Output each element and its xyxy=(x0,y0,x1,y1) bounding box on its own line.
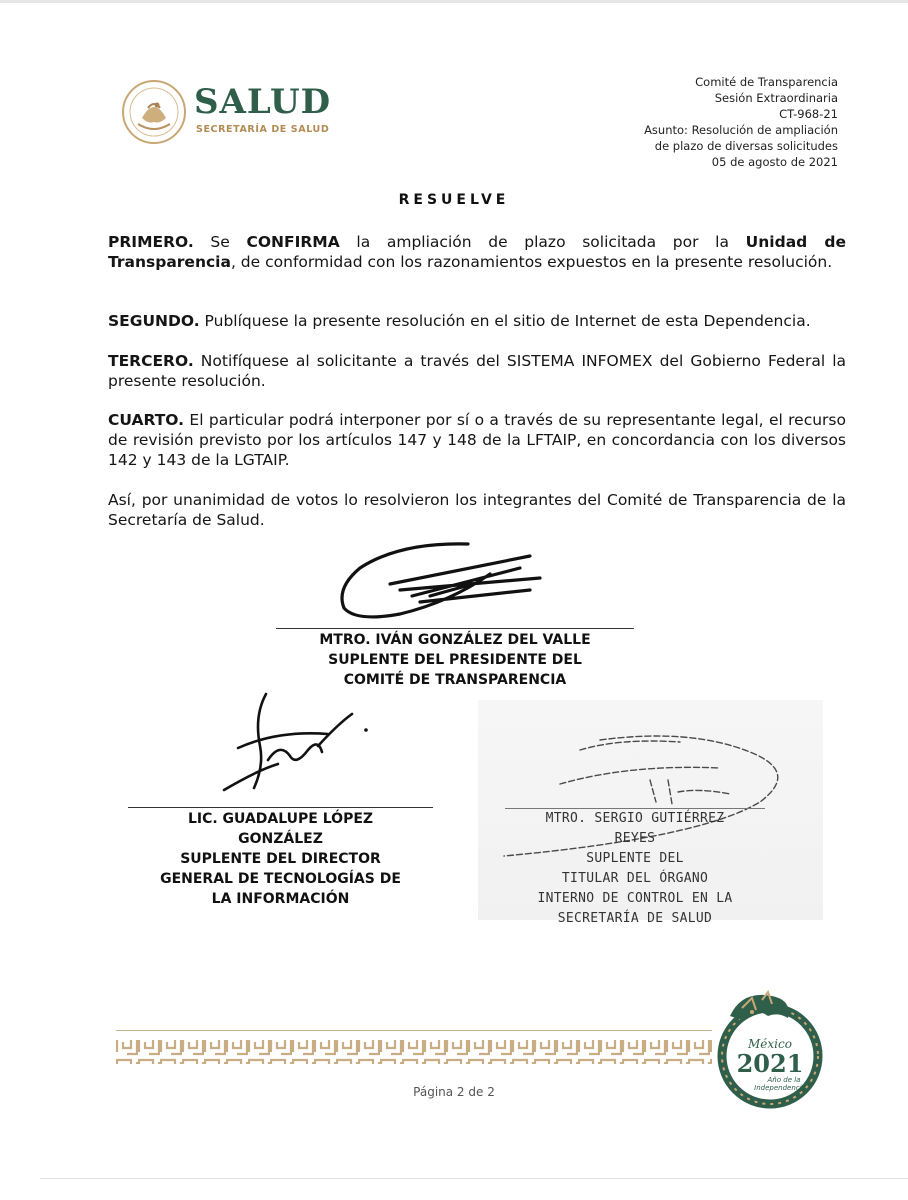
emblem-caption-2: Independencia xyxy=(754,1084,806,1092)
director-role-2: GENERAL DE TECNOLOGÍAS DE xyxy=(160,871,401,887)
mexico-2021-emblem-icon xyxy=(712,986,824,1114)
session-type: Sesión Extraordinaria xyxy=(714,91,838,105)
top-edge xyxy=(0,0,908,3)
paragraph-cuarto xyxy=(108,410,846,470)
paragraph-primero xyxy=(108,232,846,272)
page-number: Página 2 de 2 xyxy=(413,1085,495,1099)
committee-name: Comité de Transparencia xyxy=(695,75,838,89)
tercero-label: TERCERO. xyxy=(108,352,194,370)
cuarto-text: El particular podrá interponer por sí o a través de su representante legal, el recurso de revisión previsto por los artículos 147 y 148 de la LFTAIP, en concordancia con los diversos 142 y 143 de la LGTAIP. xyxy=(108,411,846,469)
director-name-1: LIC. GUADALUPE LÓPEZ xyxy=(187,811,374,827)
primero-text-1: Se xyxy=(193,233,247,251)
emblem-year: 2021 xyxy=(736,1049,804,1078)
organo-role-1: SUPLENTE DEL xyxy=(586,851,684,866)
primero-label: PRIMERO. xyxy=(108,233,194,251)
organo-role-2: TITULAR DEL ÓRGANO xyxy=(561,871,709,886)
paragraph-segundo xyxy=(108,311,846,331)
primero-unidad: Unidad de Transparencia xyxy=(108,233,847,271)
case-number: CT-968-21 xyxy=(779,107,838,121)
primero-text-3: , de conformidad con los razonamientos expuestos en la presente resolución. xyxy=(230,253,833,271)
emblem-caption-1: Año de la xyxy=(767,1076,801,1084)
organo-name-1: MTRO. SERGIO GUTIÉRREZ xyxy=(545,811,725,826)
segundo-label: SEGUNDO. xyxy=(108,312,200,330)
closing-paragraph: Así, por unanimidad de votos lo resolvieron los integrantes del Comité de Transparencia de la Secretaría de Salud. xyxy=(108,491,846,529)
segundo-text: Publíquese la presente resolución en el sitio de Internet de esta Dependencia. xyxy=(199,312,811,330)
president-role-1: SUPLENTE DEL PRESIDENTE DEL xyxy=(328,652,582,668)
director-role-1: SUPLENTE DEL DIRECTOR xyxy=(180,851,381,867)
greca-ornament-icon xyxy=(116,1032,712,1068)
logo-title: SALUD xyxy=(194,82,332,122)
organo-role-4: SECRETARÍA DE SALUD xyxy=(557,911,713,926)
signature-president xyxy=(330,538,560,626)
organo-name-2: REYES xyxy=(614,831,656,846)
primero-confirma: CONFIRMA xyxy=(246,233,340,251)
signature-line-director xyxy=(128,807,433,808)
signature-line-president xyxy=(276,628,634,629)
national-seal-icon xyxy=(120,78,188,146)
resuelve-heading: RESUELVE xyxy=(398,192,510,208)
director-name-2: GONZÁLEZ xyxy=(238,831,323,847)
president-name: MTRO. IVÁN GONZÁLEZ DEL VALLE xyxy=(319,632,591,648)
subject-line-2: de plazo de diversas solicitudes xyxy=(654,139,838,153)
cuarto-label: CUARTO. xyxy=(108,411,185,429)
subject-line-1: Asunto: Resolución de ampliación xyxy=(644,123,838,137)
signatory-director xyxy=(128,809,433,909)
signatory-organo xyxy=(500,809,770,929)
emblem-mexico-text: México xyxy=(748,1037,792,1051)
paragraph-tercero xyxy=(108,351,846,391)
primero-text-2: la ampliación de plazo solicitada por la xyxy=(339,233,746,251)
signature-director xyxy=(218,690,378,796)
president-role-2: COMITÉ DE TRANSPARENCIA xyxy=(343,672,567,688)
director-role-3: LA INFORMACIÓN xyxy=(211,891,350,907)
footer-divider xyxy=(116,1030,712,1031)
bottom-edge xyxy=(40,1178,908,1179)
salud-logo xyxy=(120,78,350,148)
organo-role-3: INTERNO DE CONTROL EN LA xyxy=(537,891,733,906)
signatory-president xyxy=(276,630,634,690)
logo-subtitle: SECRETARÍA DE SALUD xyxy=(196,124,330,135)
document-header-info xyxy=(518,74,838,170)
tercero-text: Notifíquese al solicitante a través del SISTEMA INFOMEX del Gobierno Federal la presente resolución. xyxy=(108,352,846,390)
document-date: 05 de agosto de 2021 xyxy=(711,155,838,169)
